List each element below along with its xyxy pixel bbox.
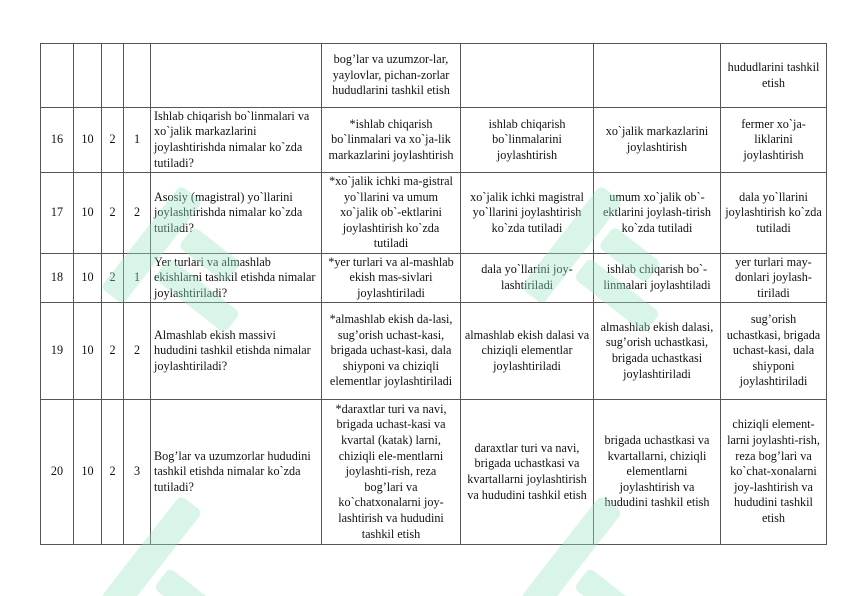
cell-answer-correct: *daraxtlar turi va navi, brigada uchast-kasi va kvartal (katak) larni, chiziqli ele-mentlarni joylashti-rish, reza bog’lari va ko`chatxonalarni joy-lashtirish va hududini tashkil etish: [322, 400, 461, 545]
cell-b: 2: [102, 173, 124, 254]
cell-a: [74, 44, 102, 108]
cell-num: 20: [41, 400, 74, 545]
cell-c: 1: [124, 254, 151, 303]
cell-answer-c: ishlab chiqarish bo`-linmalari joylashtiladi: [594, 254, 721, 303]
cell-num: 16: [41, 108, 74, 173]
cell-answer-c: almashlab ekish dalasi, sug’orish uchastkasi, brigada uchastkasi joylashtiriladi: [594, 303, 721, 400]
table-row: [41, 173, 827, 254]
cell-answer-b: daraxtlar turi va navi, brigada uchastkasi va kvartallarni joylashtirish va hududini tashkil etish: [461, 400, 594, 545]
cell-num: 18: [41, 254, 74, 303]
cell-num: 17: [41, 173, 74, 254]
table-row: [41, 44, 827, 108]
cell-c: 3: [124, 400, 151, 545]
table-row: [41, 400, 827, 545]
cell-a: 10: [74, 400, 102, 545]
cell-b: 2: [102, 400, 124, 545]
cell-answer-b: ishlab chiqarish bo`linmalarini joylashtirish: [461, 108, 594, 173]
cell-answer-c: brigada uchastkasi va kvartallarni, chiziqli elementlarni joylashtirish va hududini tashkil etish: [594, 400, 721, 545]
cell-answer-correct: *ishlab chiqarish bo`linmalari va xo`ja-lik markazlarini joylashtirish: [322, 108, 461, 173]
cell-question: [151, 44, 322, 108]
cell-c: 1: [124, 108, 151, 173]
cell-c: [124, 44, 151, 108]
table-row: [41, 254, 827, 303]
cell-question: Ishlab chiqarish bo`linmalari va xo`jalik markazlarini joylashtirishda nimalar ko`zda tutiladi?: [151, 108, 322, 173]
cell-answer-correct: *yer turlari va al-mashlab ekish mas-sivlari joylashtiriladi: [322, 254, 461, 303]
cell-answer-b: [461, 44, 594, 108]
cell-question: Yer turlari va almashlab ekishlarni tashkil etishda nimalar joylashtiriladi?: [151, 254, 322, 303]
cell-answer-d: chiziqli element-larni joylashti-rish, reza bog’lari va ko`chat-xonalarni joy-lashtirish va hududini tashkil etish: [721, 400, 827, 545]
cell-answer-correct: bog’lar va uzumzor-lar, yaylovlar, pichan-zorlar hududlarini tashkil etish: [322, 44, 461, 108]
table-row: [41, 108, 827, 173]
cell-answer-correct: *xo`jalik ichki ma-gistral yo`llarini va umum xo`jalik ob`-ektlarini joylashtirish ko`zda tutiladi: [322, 173, 461, 254]
cell-question: Bog’lar va uzumzorlar hududini tashkil etishda nimalar ko`zda tutiladi?: [151, 400, 322, 545]
cell-answer-d: sug’orish uchastkasi, brigada uchast-kasi, dala shiyponi joylashtiriladi: [721, 303, 827, 400]
cell-answer-d: hududlarini tashkil etish: [721, 44, 827, 108]
cell-answer-d: yer turlari may-donlari joylash-tiriladi: [721, 254, 827, 303]
cell-question: Asosiy (magistral) yo`llarini joylashtirishda nimalar ko`zda tutiladi?: [151, 173, 322, 254]
cell-answer-c: umum xo`jalik ob`-ektlarini joylash-tirish ko`zda tutiladi: [594, 173, 721, 254]
cell-a: 10: [74, 173, 102, 254]
cell-answer-c: xo`jalik markazlarini joylashtirish: [594, 108, 721, 173]
cell-a: 10: [74, 254, 102, 303]
cell-answer-correct: *almashlab ekish da-lasi, sug’orish uchast-kasi, brigada uchast-kasi, dala shiyponi va chiziqli elementlar joylashtiriladi: [322, 303, 461, 400]
cell-a: 10: [74, 303, 102, 400]
cell-c: 2: [124, 173, 151, 254]
cell-b: 2: [102, 108, 124, 173]
cell-num: [41, 44, 74, 108]
cell-b: 2: [102, 254, 124, 303]
test-questions-table: [40, 43, 827, 545]
cell-answer-b: xo`jalik ichki magistral yo`llarini joylashtirish ko`zda tutiladi: [461, 173, 594, 254]
cell-answer-b: dala yo`llarini joy-lashtiriladi: [461, 254, 594, 303]
cell-answer-b: almashlab ekish dalasi va chiziqli elementlar joylashtiriladi: [461, 303, 594, 400]
cell-answer-c: [594, 44, 721, 108]
cell-num: 19: [41, 303, 74, 400]
cell-question: Almashlab ekish massivi hududini tashkil etishda nimalar joylashtiriladi?: [151, 303, 322, 400]
cell-c: 2: [124, 303, 151, 400]
table-row: [41, 303, 827, 400]
cell-answer-d: fermer xo`ja-liklarini joylashtirish: [721, 108, 827, 173]
cell-b: [102, 44, 124, 108]
cell-a: 10: [74, 108, 102, 173]
cell-b: 2: [102, 303, 124, 400]
cell-answer-d: dala yo`llarini joylashtirish ko`zda tutiladi: [721, 173, 827, 254]
